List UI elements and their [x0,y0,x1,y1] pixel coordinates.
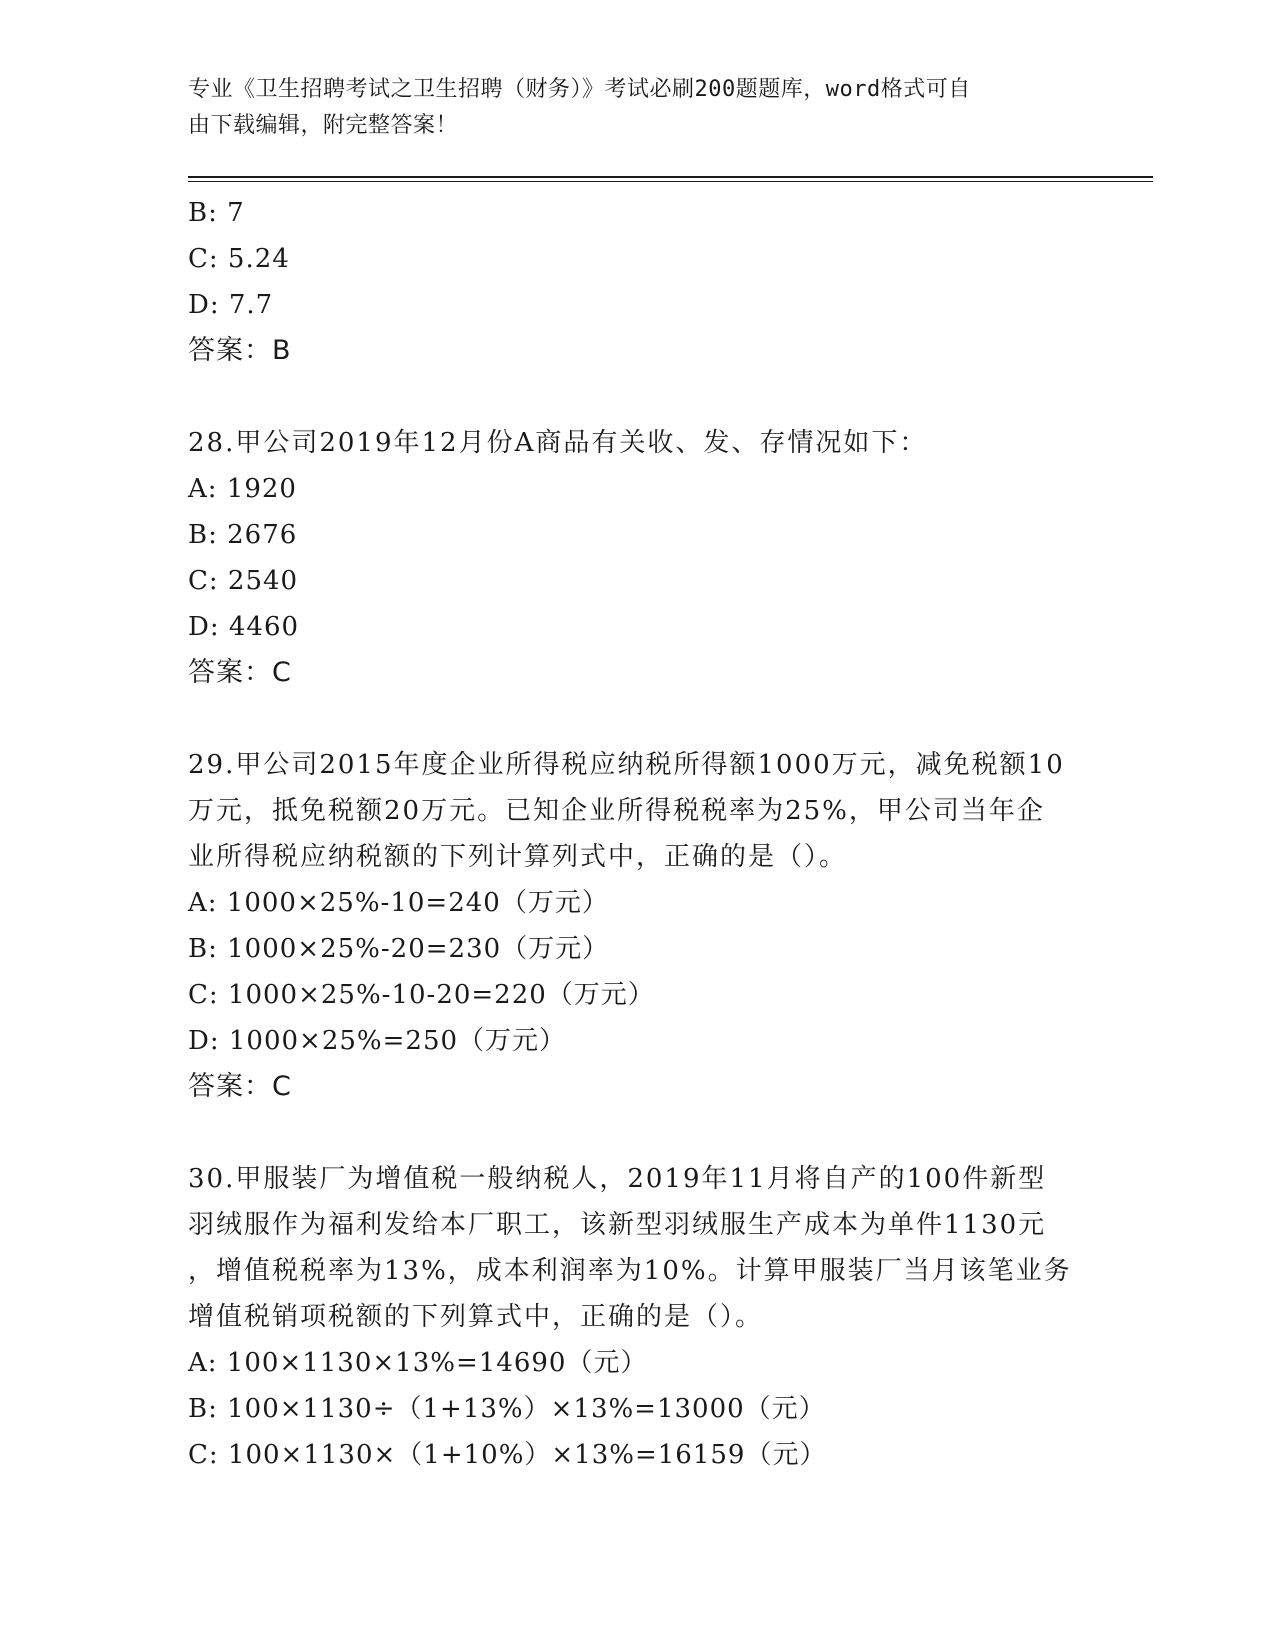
option-a: A: 1920 [188,474,297,504]
stem-line: 羽绒服作为福利发给本厂职工，该新型羽绒服生产成本为单件1130元 [188,1210,1047,1240]
document-body [188,190,1088,1478]
option-d: D: 4460 [188,612,300,642]
stem-line: 30.甲服装厂为增值税一般纳税人，2019年11月将自产的100件新型 [188,1164,1047,1194]
question-30 [188,1156,1088,1478]
option-a: A: 100×1130×13%=14690（元） [188,1348,648,1378]
stem-line: 业所得税应纳税额的下列计算列式中，正确的是（）。 [188,842,848,872]
header-line-2: 由下载编辑，附完整答案！ [188,113,459,138]
option-c: C: 5.24 [188,244,290,274]
question-stem [188,1156,1088,1340]
stem-line: 29.甲公司2015年度企业所得税应纳税所得额1000万元，减免税额10 [188,750,1065,780]
option-c: C: 1000×25%-10-20=220（万元） [188,980,655,1010]
answer: 答案：B [188,335,292,366]
stem-line: ，增值税税率为13%，成本利润率为10%。计算甲服装厂当月该笔业务 [188,1256,1072,1286]
header-rule-thin [188,181,1153,182]
option-d: D: 7.7 [188,290,274,320]
stem-line: 增值税销项税额的下列算式中，正确的是（）。 [188,1302,764,1332]
answer: 答案：C [188,1071,292,1102]
option-b: B: 2676 [188,520,298,550]
option-d: D: 1000×25%=250（万元） [188,1026,567,1056]
page-header [188,72,1068,144]
option-b: B: 100×1130÷（1+13%）×13%=13000（元） [188,1394,826,1424]
option-c: C: 2540 [188,566,299,596]
question-27-tail [188,190,1088,374]
question-stem [188,742,1088,880]
stem-line: 万元，抵免税额20万元。已知企业所得税税率为25%，甲公司当年企 [188,796,1045,826]
option-b: B: 1000×25%-20=230（万元） [188,934,610,964]
question-28 [188,420,1088,696]
option-c: C: 100×1130×（1+10%）×13%=16159（元） [188,1440,827,1470]
question-29 [188,742,1088,1110]
header-line-1: 专业《卫生招聘考试之卫生招聘（财务）》考试必刷200题题库，word格式可自 [188,77,971,102]
answer: 答案：C [188,657,292,688]
option-b: B: 7 [188,198,245,228]
option-a: A: 1000×25%-10=240（万元） [188,888,609,918]
question-stem [188,420,1088,466]
stem-line: 28.甲公司2019年12月份A商品有关收、发、存情况如下： [188,428,928,458]
header-rule [188,176,1153,178]
